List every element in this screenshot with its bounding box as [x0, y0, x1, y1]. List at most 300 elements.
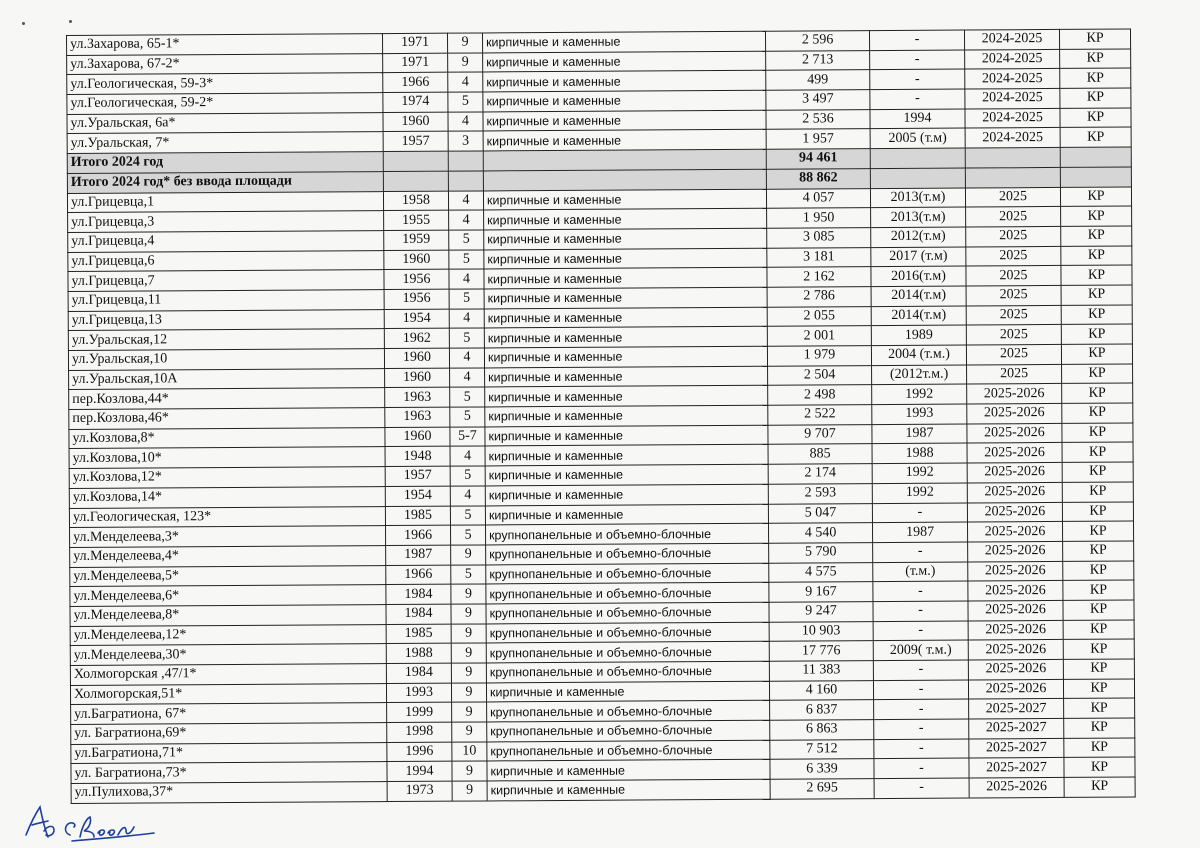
- year-cell: 1971: [383, 53, 448, 73]
- material-cell: крупнопанельные и объемно-блочные: [486, 523, 769, 544]
- year-cell: 1957: [383, 132, 448, 152]
- repair-year-cell: 1987: [872, 522, 967, 542]
- material-cell: кирпичные и каменные: [487, 779, 770, 800]
- work-kind-cell: КР: [1063, 659, 1134, 679]
- empty-cell: [870, 148, 965, 168]
- year-cell: 1962: [384, 328, 449, 348]
- material-cell: кирпичные и каменные: [485, 504, 768, 525]
- period-cell: 2025-2026: [969, 778, 1064, 798]
- work-kind-cell: КР: [1062, 364, 1133, 384]
- repair-year-cell: 1992: [872, 483, 967, 503]
- area-cell: 2 596: [765, 31, 869, 51]
- address-cell: Холмогорская,51*: [70, 683, 386, 705]
- area-cell: 9 167: [769, 582, 873, 602]
- period-cell: 2025-2026: [968, 679, 1063, 699]
- work-kind-cell: КР: [1063, 639, 1134, 659]
- floors-cell: 9: [447, 33, 482, 53]
- scan-speck: [69, 20, 72, 23]
- period-cell: 2024-2025: [965, 88, 1060, 108]
- address-cell: ул. Багратиона,73*: [71, 762, 387, 784]
- repair-year-cell: 2016(т.м): [871, 266, 966, 286]
- material-cell: крупнопанельные и объемно-блочные: [486, 661, 769, 682]
- empty-cell: [965, 167, 1060, 187]
- material-cell: кирпичные и каменные: [484, 267, 767, 288]
- work-kind-cell: КР: [1064, 738, 1135, 758]
- area-cell: 7 512: [770, 739, 874, 759]
- area-cell: 17 776: [769, 641, 873, 661]
- floors-cell: 4: [449, 348, 484, 368]
- work-kind-cell: КР: [1061, 305, 1132, 325]
- year-cell: 1959: [384, 230, 449, 250]
- floors-cell: 5: [451, 525, 486, 545]
- material-cell: крупнопанельные и объемно-блочные: [486, 582, 769, 603]
- address-cell: ул.Менделеева,4*: [70, 545, 386, 567]
- year-cell: 1999: [387, 703, 452, 723]
- work-kind-cell: КР: [1063, 580, 1134, 600]
- repair-year-cell: -: [874, 699, 969, 719]
- floors-cell: 5: [448, 92, 483, 112]
- work-kind-cell: КР: [1063, 620, 1134, 640]
- year-cell: 1948: [385, 447, 450, 467]
- area-cell: 4 160: [769, 680, 873, 700]
- work-kind-cell: КР: [1062, 383, 1133, 403]
- year-cell: 1954: [384, 309, 449, 329]
- area-cell: 499: [766, 70, 870, 90]
- repair-year-cell: -: [874, 778, 969, 798]
- year-cell: 1998: [387, 722, 452, 742]
- year-cell: 1971: [382, 33, 447, 53]
- period-cell: 2025: [966, 325, 1061, 345]
- material-cell: кирпичные и каменные: [483, 130, 766, 151]
- repair-year-cell: 2017 (т.м): [871, 247, 966, 267]
- period-cell: 2025-2027: [969, 758, 1064, 778]
- empty-cell: [1060, 167, 1131, 187]
- period-cell: 2025: [966, 344, 1061, 364]
- material-cell: кирпичные и каменные: [485, 484, 768, 505]
- address-cell: ул.Багратиона,71*: [71, 742, 387, 764]
- area-cell: 6 339: [770, 759, 874, 779]
- year-cell: 1984: [386, 604, 451, 624]
- period-cell: 2024-2025: [965, 128, 1060, 148]
- address-cell: ул.Грицевца,13: [68, 309, 384, 331]
- area-cell: 2 162: [767, 267, 871, 287]
- repair-year-cell: 1993: [872, 404, 967, 424]
- year-cell: 1960: [385, 427, 450, 447]
- year-cell: 1956: [384, 289, 449, 309]
- address-cell: пер.Козлова,46*: [69, 408, 385, 430]
- floors-cell: 5: [449, 250, 484, 270]
- repair-year-cell: 1987: [872, 424, 967, 444]
- floors-cell: 9: [451, 663, 486, 683]
- repair-year-cell: -: [870, 69, 965, 89]
- material-cell: кирпичные и каменные: [485, 366, 768, 387]
- address-cell: ул.Захарова, 67-2*: [67, 53, 383, 75]
- period-cell: 2025-2027: [969, 738, 1064, 758]
- address-cell: ул.Захарова, 65-1*: [67, 34, 383, 56]
- material-cell: кирпичные и каменные: [485, 445, 768, 466]
- material-cell: кирпичные и каменные: [486, 681, 769, 702]
- year-cell: 1988: [386, 643, 451, 663]
- floors-cell: 9: [451, 683, 486, 703]
- period-cell: 2025-2026: [968, 620, 1063, 640]
- period-cell: 2025-2026: [967, 384, 1062, 404]
- material-cell: крупнопанельные и объемно-блочные: [487, 720, 770, 741]
- floors-cell: 5: [450, 407, 485, 427]
- period-cell: 2025-2026: [967, 522, 1062, 542]
- floors-cell: 9: [451, 604, 486, 624]
- year-cell: 1985: [386, 624, 451, 644]
- floors-cell: 10: [452, 742, 487, 762]
- year-cell: 1973: [387, 781, 452, 801]
- work-kind-cell: КР: [1063, 679, 1134, 699]
- material-cell: кирпичные и каменные: [484, 327, 767, 348]
- empty-cell: [448, 151, 483, 171]
- work-kind-cell: КР: [1060, 49, 1131, 69]
- area-cell: 2 713: [766, 50, 870, 70]
- area-cell: 6 837: [770, 700, 874, 720]
- address-cell: ул.Пулихова,37*: [71, 782, 387, 804]
- repair-year-cell: 1989: [871, 325, 966, 345]
- material-cell: кирпичные и каменные: [485, 464, 768, 485]
- area-cell: 9 707: [768, 424, 872, 444]
- address-cell: ул.Грицевца,1: [67, 191, 383, 213]
- year-cell: 1985: [385, 506, 450, 526]
- work-kind-cell: КР: [1061, 344, 1132, 364]
- work-kind-cell: КР: [1060, 186, 1131, 206]
- repair-year-cell: 1992: [872, 463, 967, 483]
- address-cell: ул.Уральская,12: [68, 329, 384, 351]
- period-cell: 2024-2025: [965, 69, 1060, 89]
- empty-cell: [483, 169, 766, 190]
- floors-cell: 9: [452, 702, 487, 722]
- period-cell: 2025-2026: [967, 482, 1062, 502]
- period-cell: 2025-2027: [969, 699, 1064, 719]
- floors-cell: 3: [448, 131, 483, 151]
- material-cell: крупнопанельные и объемно-блочные: [486, 602, 769, 623]
- period-cell: 2025-2026: [968, 541, 1063, 561]
- empty-cell: [383, 151, 448, 171]
- floors-cell: 9: [451, 584, 486, 604]
- floors-cell: 9: [451, 624, 486, 644]
- floors-cell: 9: [452, 761, 487, 781]
- period-cell: 2025: [967, 364, 1062, 384]
- address-cell: ул.Грицевца,11: [68, 289, 384, 311]
- work-kind-cell: КР: [1061, 324, 1132, 344]
- area-cell: 1 957: [766, 129, 870, 149]
- floors-cell: 4: [450, 486, 485, 506]
- work-kind-cell: КР: [1062, 423, 1133, 443]
- work-kind-cell: КР: [1062, 403, 1133, 423]
- floors-cell: 9: [451, 643, 486, 663]
- repair-year-cell: -: [873, 542, 968, 562]
- floors-cell: 5: [449, 289, 484, 309]
- year-cell: 1955: [384, 210, 449, 230]
- work-kind-cell: КР: [1061, 285, 1132, 305]
- floors-cell: 4: [449, 269, 484, 289]
- year-cell: 1957: [385, 466, 450, 486]
- material-cell: крупнопанельные и объемно-блочные: [486, 642, 769, 663]
- period-cell: 2024-2025: [965, 108, 1060, 128]
- floors-cell: 4: [450, 368, 485, 388]
- address-cell: ул.Менделеева,12*: [70, 624, 386, 646]
- year-cell: 1960: [384, 348, 449, 368]
- floors-cell: 5: [450, 466, 485, 486]
- area-cell: 6 863: [770, 720, 874, 740]
- area-cell: 2 001: [767, 326, 871, 346]
- repair-year-cell: 1988: [872, 443, 967, 463]
- repair-year-cell: -: [873, 581, 968, 601]
- empty-cell: [965, 148, 1060, 168]
- period-cell: 2025-2026: [967, 423, 1062, 443]
- floors-cell: 5-7: [450, 427, 485, 447]
- repair-year-cell: -: [874, 739, 969, 759]
- total-value: 88 862: [766, 168, 870, 188]
- material-cell: кирпичные и каменные: [484, 346, 767, 367]
- period-cell: 2025: [966, 246, 1061, 266]
- scan-speck: [22, 22, 25, 25]
- period-cell: 2025-2027: [969, 718, 1064, 738]
- period-cell: 2025-2026: [968, 659, 1063, 679]
- work-kind-cell: КР: [1062, 501, 1133, 521]
- floors-cell: 9: [448, 53, 483, 73]
- material-cell: крупнопанельные и объемно-блочные: [486, 543, 769, 564]
- year-cell: 1993: [386, 683, 451, 703]
- repair-year-cell: (т.м.): [873, 562, 968, 582]
- total-value: 94 461: [766, 149, 870, 169]
- year-cell: 1963: [385, 388, 450, 408]
- address-cell: ул.Менделеева,6*: [70, 585, 386, 607]
- year-cell: 1956: [384, 269, 449, 289]
- period-cell: 2025: [966, 285, 1061, 305]
- period-cell: 2025: [966, 266, 1061, 286]
- work-kind-cell: КР: [1064, 698, 1135, 718]
- material-cell: кирпичные и каменные: [484, 248, 767, 269]
- floors-cell: 4: [449, 309, 484, 329]
- floors-cell: 4: [448, 190, 483, 210]
- area-cell: 1 950: [767, 208, 871, 228]
- address-cell: ул.Грицевца,3: [68, 211, 384, 233]
- area-cell: 4 575: [769, 562, 873, 582]
- year-cell: 1987: [386, 545, 451, 565]
- address-cell: ул.Менделеева,3*: [70, 526, 386, 548]
- address-cell: ул.Уральская,10: [68, 349, 384, 371]
- work-kind-cell: КР: [1064, 757, 1135, 777]
- address-cell: ул.Менделеева,30*: [70, 644, 386, 666]
- repair-year-cell: -: [873, 621, 968, 641]
- material-cell: кирпичные и каменные: [484, 228, 767, 249]
- repair-year-cell: 2005 (т.м): [870, 128, 965, 148]
- repair-year-cell: (2012т.м.): [872, 365, 967, 385]
- period-cell: 2025: [966, 305, 1061, 325]
- area-cell: 3 085: [767, 227, 871, 247]
- period-cell: 2025-2026: [967, 463, 1062, 483]
- repair-year-cell: -: [873, 601, 968, 621]
- work-kind-cell: КР: [1061, 206, 1132, 226]
- floors-cell: 5: [450, 387, 485, 407]
- floors-cell: 5: [450, 505, 485, 525]
- period-cell: 2025: [966, 226, 1061, 246]
- work-kind-cell: КР: [1062, 462, 1133, 482]
- address-cell: Холмогорская ,47/1*: [70, 664, 386, 686]
- document-table-sheet: [66, 29, 1135, 804]
- empty-cell: [483, 149, 766, 170]
- work-kind-cell: КР: [1061, 226, 1132, 246]
- area-cell: 4 540: [768, 523, 872, 543]
- period-cell: 2025-2026: [967, 443, 1062, 463]
- address-cell: ул.Грицевца,4: [68, 230, 384, 252]
- area-cell: 2 695: [770, 779, 874, 799]
- floors-cell: 5: [451, 565, 486, 585]
- repair-year-cell: 2013(т.м): [871, 207, 966, 227]
- repair-year-cell: -: [874, 719, 969, 739]
- area-cell: 2 536: [766, 109, 870, 129]
- work-kind-cell: КР: [1060, 108, 1131, 128]
- work-kind-cell: КР: [1064, 777, 1135, 797]
- address-cell: ул.Геологическая, 59-2*: [67, 93, 383, 115]
- area-cell: 3 181: [767, 247, 871, 267]
- empty-cell: [448, 171, 483, 191]
- material-cell: кирпичные и каменные: [484, 208, 767, 229]
- area-cell: 2 522: [768, 405, 872, 425]
- address-cell: ул.Менделеева,8*: [70, 604, 386, 626]
- address-cell: ул. Багратиона,69*: [71, 723, 387, 745]
- year-cell: 1996: [387, 742, 452, 762]
- year-cell: 1966: [386, 565, 451, 585]
- period-cell: 2025-2026: [968, 600, 1063, 620]
- area-cell: 2 055: [767, 306, 871, 326]
- address-cell: ул.Козлова,14*: [69, 486, 385, 508]
- repair-year-cell: -: [869, 30, 964, 50]
- area-cell: 3 497: [766, 90, 870, 110]
- work-kind-cell: КР: [1059, 29, 1130, 49]
- address-cell: ул.Козлова,10*: [69, 447, 385, 469]
- address-cell: ул.Уральская, 6а*: [67, 112, 383, 134]
- repair-year-cell: -: [874, 758, 969, 778]
- floors-cell: 9: [451, 545, 486, 565]
- total-label: Итого 2024 год: [67, 152, 383, 174]
- work-kind-cell: КР: [1062, 442, 1133, 462]
- area-cell: 1 979: [767, 346, 871, 366]
- work-kind-cell: КР: [1061, 265, 1132, 285]
- address-cell: ул.Козлова,12*: [69, 467, 385, 489]
- housing-repair-table: [66, 28, 1136, 803]
- period-cell: 2024-2025: [965, 49, 1060, 69]
- material-cell: кирпичные и каменные: [482, 31, 765, 52]
- address-cell: ул.Козлова,8*: [69, 427, 385, 449]
- empty-cell: [870, 168, 965, 188]
- total-label: Итого 2024 год* без ввода площади: [67, 171, 383, 193]
- area-cell: 2 498: [768, 385, 872, 405]
- work-kind-cell: КР: [1062, 482, 1133, 502]
- year-cell: 1966: [386, 525, 451, 545]
- year-cell: 1966: [383, 73, 448, 93]
- work-kind-cell: КР: [1060, 68, 1131, 88]
- floors-cell: 9: [452, 722, 487, 742]
- empty-cell: [1060, 147, 1131, 167]
- material-cell: кирпичные и каменные: [483, 51, 766, 72]
- period-cell: 2025-2026: [968, 581, 1063, 601]
- repair-year-cell: 1992: [872, 384, 967, 404]
- floors-cell: 4: [450, 446, 485, 466]
- repair-year-cell: 1994: [870, 109, 965, 129]
- area-cell: 885: [768, 444, 872, 464]
- repair-year-cell: 2014(т.м): [871, 306, 966, 326]
- year-cell: 1954: [385, 486, 450, 506]
- period-cell: 2025-2026: [968, 561, 1063, 581]
- work-kind-cell: КР: [1064, 718, 1135, 738]
- area-cell: 2 504: [768, 365, 872, 385]
- material-cell: кирпичные и каменные: [487, 760, 770, 781]
- repair-year-cell: -: [870, 50, 965, 70]
- address-cell: ул.Грицевца,6: [68, 250, 384, 272]
- year-cell: 1960: [383, 112, 448, 132]
- material-cell: кирпичные и каменные: [485, 386, 768, 407]
- area-cell: 2 786: [767, 287, 871, 307]
- work-kind-cell: КР: [1063, 600, 1134, 620]
- floors-cell: 5: [449, 328, 484, 348]
- repair-year-cell: -: [870, 89, 965, 109]
- material-cell: кирпичные и каменные: [485, 425, 768, 446]
- floors-cell: 4: [448, 112, 483, 132]
- period-cell: 2024-2025: [964, 29, 1059, 49]
- repair-year-cell: 2004 (т.м.): [871, 345, 966, 365]
- material-cell: кирпичные и каменные: [483, 110, 766, 131]
- work-kind-cell: КР: [1061, 246, 1132, 266]
- repair-year-cell: 2012(т.м): [871, 227, 966, 247]
- floors-cell: 4: [449, 210, 484, 230]
- repair-year-cell: 2013(т.м): [870, 188, 965, 208]
- area-cell: 4 057: [766, 188, 870, 208]
- period-cell: 2025-2026: [967, 502, 1062, 522]
- floors-cell: 9: [452, 781, 487, 801]
- area-cell: 10 903: [769, 621, 873, 641]
- year-cell: 1974: [383, 92, 448, 112]
- area-cell: 2 174: [768, 464, 872, 484]
- address-cell: пер.Козлова,44*: [69, 388, 385, 410]
- area-cell: 2 593: [768, 483, 872, 503]
- year-cell: 1963: [385, 407, 450, 427]
- material-cell: кирпичные и каменные: [483, 189, 766, 210]
- period-cell: 2025-2026: [968, 640, 1063, 660]
- floors-cell: 5: [449, 230, 484, 250]
- empty-cell: [383, 171, 448, 191]
- period-cell: 2025: [966, 207, 1061, 227]
- repair-year-cell: -: [872, 503, 967, 523]
- repair-year-cell: -: [873, 660, 968, 680]
- material-cell: кирпичные и каменные: [485, 405, 768, 426]
- repair-year-cell: -: [873, 680, 968, 700]
- material-cell: крупнопанельные и объемно-блочные: [487, 701, 770, 722]
- address-cell: ул.Уральская,10А: [69, 368, 385, 390]
- work-kind-cell: КР: [1063, 561, 1134, 581]
- address-cell: ул.Менделеева,5*: [70, 565, 386, 587]
- period-cell: 2025-2026: [967, 403, 1062, 423]
- work-kind-cell: КР: [1060, 127, 1131, 147]
- area-cell: 9 247: [769, 602, 873, 622]
- material-cell: крупнопанельные и объемно-блочные: [486, 563, 769, 584]
- area-cell: 5 047: [768, 503, 872, 523]
- address-cell: ул.Грицевца,7: [68, 270, 384, 292]
- address-cell: ул.Уральская, 7*: [67, 132, 383, 154]
- work-kind-cell: КР: [1062, 521, 1133, 541]
- work-kind-cell: КР: [1060, 88, 1131, 108]
- work-kind-cell: КР: [1063, 541, 1134, 561]
- material-cell: кирпичные и каменные: [483, 71, 766, 92]
- material-cell: кирпичные и каменные: [483, 90, 766, 111]
- repair-year-cell: 2009( т.м.): [873, 640, 968, 660]
- year-cell: 1960: [384, 250, 449, 270]
- address-cell: ул.Багратиона, 67*: [71, 703, 387, 725]
